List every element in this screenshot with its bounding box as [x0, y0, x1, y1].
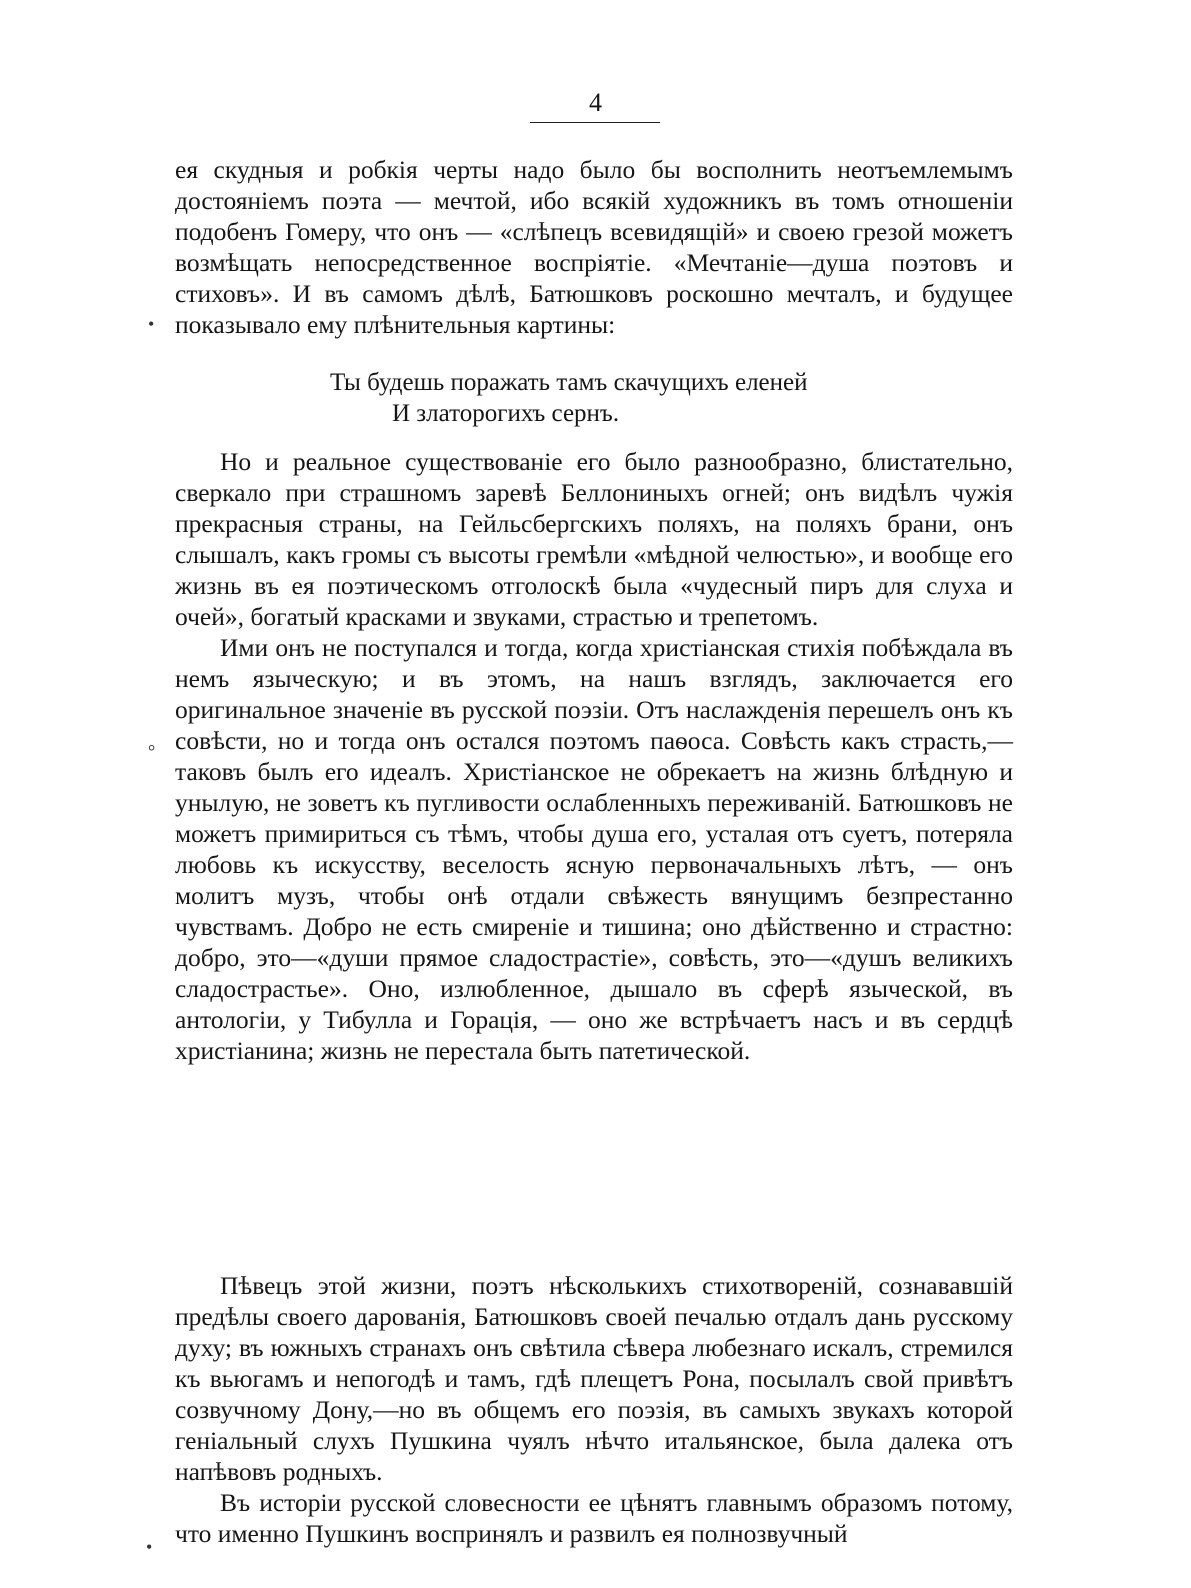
- verse-quotation: [330, 367, 808, 429]
- verse-line: И златорогихъ сернъ.: [392, 400, 620, 427]
- paragraph: Пѣвецъ этой жизни, поэтъ нѣсколькихъ стихотвореній, сознававшій предѣлы своего дарованія, Батюшковъ своей печалью отдалъ дань русскому духу; въ южныхъ странахъ онъ свѣтила сѣвера любезнаго искалъ, стремился къ вьюгамъ и непогодѣ и тамъ, гдѣ плещетъ Рона, посылалъ свой привѣтъ созвучному Дону,—но въ общемъ его поэзія, въ самыхъ звукахъ которой геніальный слухъ Пушкина чуялъ нѣчто итальянское, была далека отъ напѣвовъ родныхъ.: [175, 1271, 1013, 1486]
- margin-speck: •: [146, 1537, 153, 1557]
- opening-paragraph-block: [175, 154, 1013, 340]
- closing-paragraph-block: [175, 1270, 1013, 1549]
- paragraph: ея скудныя и робкія черты надо было бы восполнить неотъемлемымъ достояніемъ поэта — мечтой, ибо всякій художникъ въ томъ отношеніи подобенъ Гомеру, что онъ — «слѣпецъ всевидящій» и своею грезой можетъ возмѣщать непосредственное воспріятіе. «Мечтаніе—душа поэтовъ и стиховъ». И въ самомъ дѣлѣ, Батюшковъ роскошно мечталъ, и будущее показывало ему плѣнительныя картины:: [175, 155, 1013, 339]
- paragraph: Но и реальное существованіе его было разнообразно, блистательно, сверкало при страшномъ заревѣ Беллониныхъ огней; онъ видѣлъ чужія прекрасныя страны, на Гейльсбергскихъ поляхъ, на поляхъ брани, онъ слышалъ, какъ громы съ высоты гремѣли «мѣдной челюстью», и вообще его жизнь въ ея поэтическомъ отголоскѣ была «чудесный пиръ для слуха и очей», богатый красками и звуками, страстью и трепетомъ.: [175, 447, 1013, 631]
- middle-paragraph-block: [175, 446, 1013, 1066]
- margin-speck: •: [148, 314, 155, 334]
- paragraph: Въ исторіи русской словесности ее цѣнятъ главнымъ образомъ потому, что именно Пушкинъ воспринялъ и развилъ ея полнозвучный: [175, 1488, 1013, 1548]
- margin-speck: °: [148, 741, 156, 761]
- page-number-rule: [530, 122, 660, 123]
- verse-line: Ты будешь поражать тамъ скачущихъ еленей: [330, 369, 808, 396]
- paragraph: Ими онъ не поступался и тогда, когда христіанская стихія побѣждала въ немъ языческую; и въ этомъ, на нашъ взглядъ, заключается его оригинальное значеніе въ русской поэзіи. Отъ наслажденія перешелъ онъ къ совѣсти, но и тогда онъ остался поэтомъ паѳоса. Совѣсть какъ страсть,—таковъ былъ его идеалъ. Христіанское не обрекаетъ на жизнь блѣдную и унылую, не зоветъ къ пугливости ослабленныхъ переживаній. Батюшковъ не можетъ примириться съ тѣмъ, чтобы душа его, усталая отъ суетъ, потеряла любовь къ искусству, веселость ясную первоначальныхъ лѣтъ, — онъ молитъ музъ, чтобы онѣ отдали свѣжесть вянущимъ безпрестанно чувствамъ. Добро не есть смиреніе и тишина; оно дѣйственно и страстно: добро, это—«души прямое сладострастіе», совѣсть, это—«душъ великихъ сладострастье». Оно, излюбленное, дышало въ сферѣ языческой, въ антологіи, у Тибулла и Горація, — оно же встрѣчаетъ насъ и въ сердцѣ христіанина; жизнь не перестала быть патетической.: [175, 633, 1013, 1065]
- page-number: 4: [589, 88, 602, 117]
